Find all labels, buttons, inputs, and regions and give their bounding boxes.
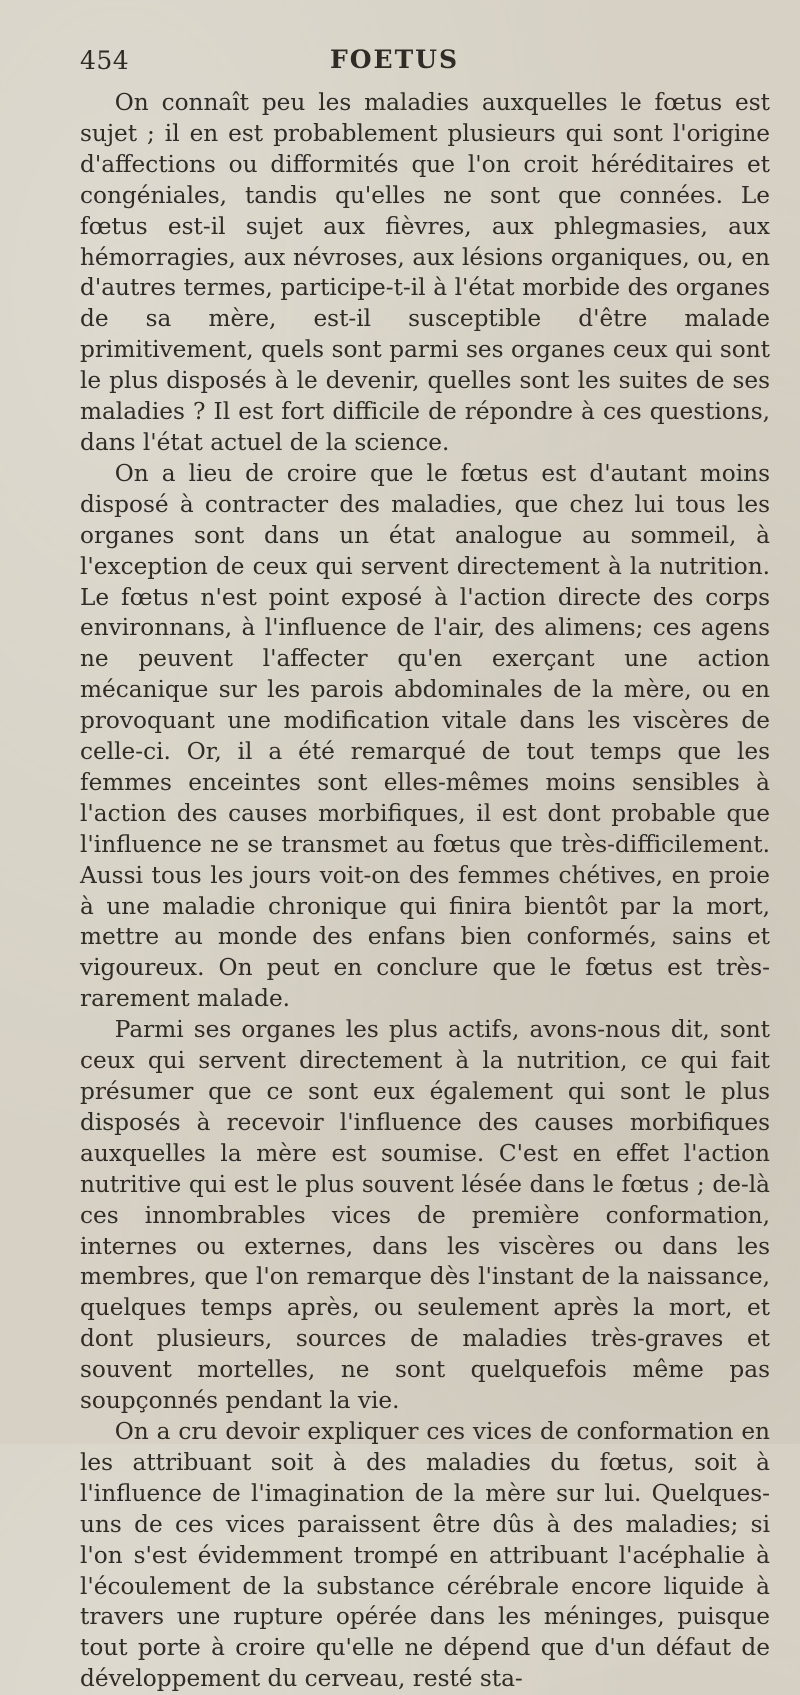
page-number: 454 <box>80 46 130 75</box>
body-text <box>80 88 770 1695</box>
book-page <box>80 40 770 1695</box>
paragraph: On a cru devoir expliquer ces vices de conformation en les attribuant soit à des maladies du fœtus, soit à l'influence de l'imagination de la mère sur lui. Quelques-uns de ces vices paraissent être dûs à des maladies; si l'on s'est évidemment trompé en attribuant l'acéphalie à l'écoulement de la substance cérébrale encore liquide à travers une rupture opérée dans les méninges, puisque tout porte à croire qu'elle ne dépend que d'un défaut de développement du cerveau, resté sta- <box>80 1417 770 1693</box>
paragraph: On a lieu de croire que le fœtus est d'autant moins disposé à contracter des maladies, que chez lui tous les organes sont dans un état analogue au sommeil, à l'exception de ceux qui servent directement à la nutrition. Le fœtus n'est point exposé à l'action directe des corps environnans, à l'influence de l'air, des alimens; ces agens ne peuvent l'affecter qu'en exerçant une action mécanique sur les parois abdominales de la mère, ou en provoquant une modification vitale dans les viscères de celle-ci. Or, il a été remarqué de tout temps que les femmes enceintes sont elles-mêmes moins sensibles à l'action des causes morbifiques, il est dont probable que l'influence ne se transmet au fœtus que très-difficilement. Aussi tous les jours voit-on des femmes chétives, en proie à une maladie chronique qui finira bientôt par la mort, mettre au monde des enfans bien conformés, sains et vigoureux. On peut en conclure que le fœtus est très-rarement malade. <box>80 459 770 1013</box>
running-title: FOETUS <box>330 45 460 74</box>
paragraph: Parmi ses organes les plus actifs, avons-nous dit, sont ceux qui servent directement à la nutrition, ce qui fait présumer que ce sont eux également qui sont le plus disposés à recevoir l'influence des causes morbifiques auxquelles la mère est soumise. C'est en effet l'action nutritive qui est le plus souvent lésée dans le fœtus ; de-là ces innombrables vices de première conformation, internes ou externes, dans les viscères ou dans les membres, que l'on remarque dès l'instant de la naissance, quelques temps après, ou seulement après la mort, et dont plusieurs, sources de maladies très-graves et souvent mortelles, ne sont quelquefois même pas soupçonnés pendant la vie. <box>80 1016 770 1415</box>
page-header <box>80 40 770 80</box>
paragraph: On connaît peu les maladies auxquelles le fœtus est sujet ; il en est probablement plusieurs qui sont l'origine d'affections ou difformités que l'on croit héréditaires et congéniales, tandis qu'elles ne sont que connées. Le fœtus est-il sujet aux fièvres, aux phlegmasies, aux hémorragies, aux névroses, aux lésions organiques, ou, en d'autres termes, participe-t-il à l'état morbide des organes de sa mère, est-il susceptible d'être malade primitivement, quels sont parmi ses organes ceux qui sont le plus disposés à le devenir, quelles sont les suites de ses maladies ? Il est fort difficile de répondre à ces questions, dans l'état actuel de la science. <box>80 89 770 456</box>
